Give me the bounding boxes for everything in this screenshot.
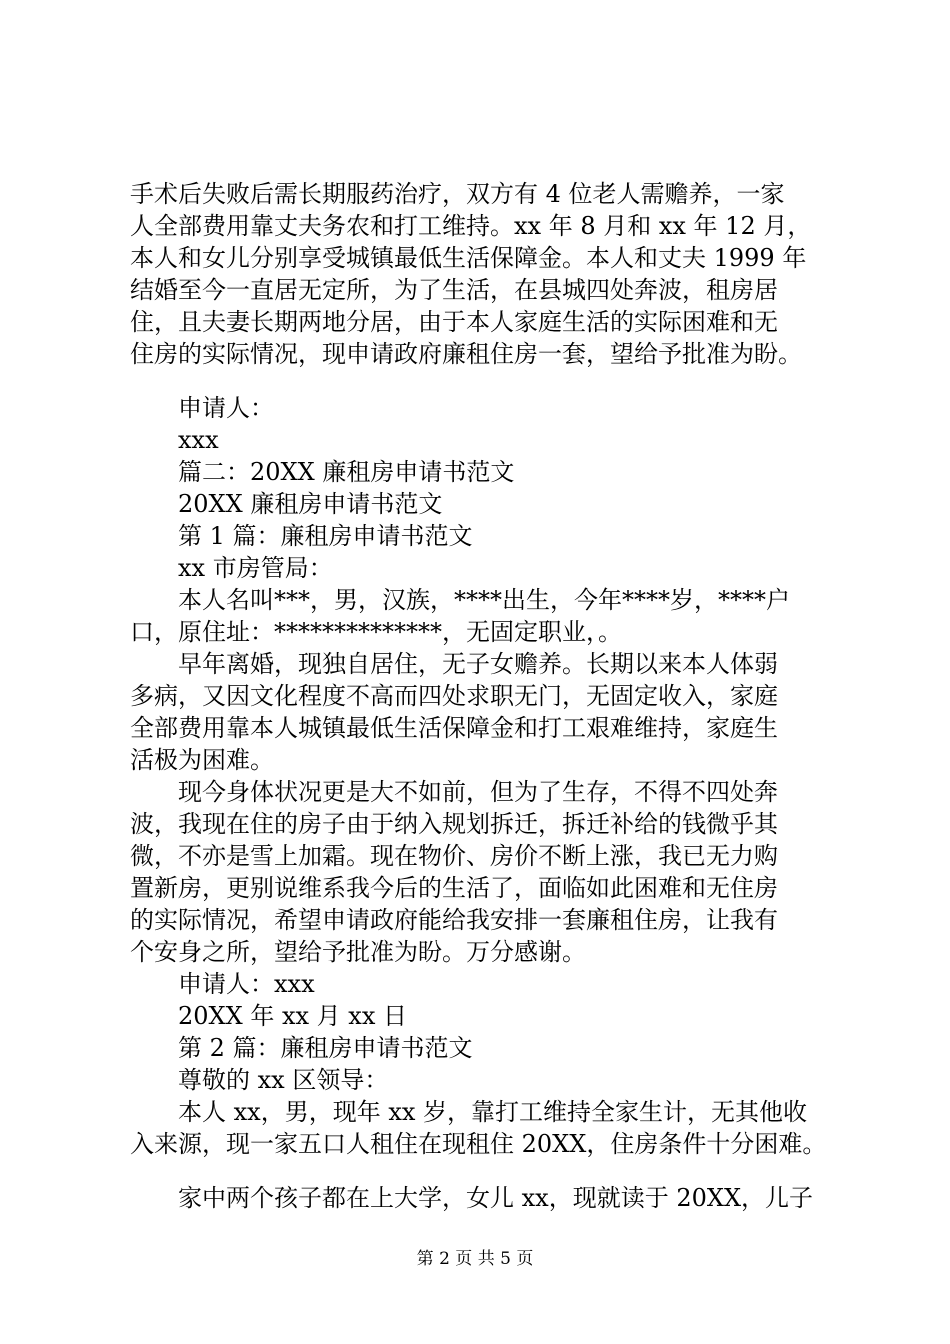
body-line: 微，不亦是雪上加霜。现在物价、房价不断上涨，我已无力购 (130, 842, 778, 870)
body-line: 口，原住址：**************，无固定职业，。 (130, 618, 622, 646)
body-line: 本人和女儿分别享受城镇最低生活保障金。本人和丈夫 1999 年 (130, 244, 807, 272)
body-line: 住，且夫妻长期两地分居，由于本人家庭生活的实际困难和无 (130, 308, 778, 336)
body-line: 本人 xx，男，现年 xx 岁，靠打工维持全家生计，无其他收 (178, 1098, 808, 1126)
body-line: 置新房，更别说维系我今后的生活了，面临如此困难和无住房 (130, 874, 778, 902)
body-line: 现今身体状况更是大不如前，但为了生存，不得不四处奔 (178, 778, 778, 806)
body-line: 手术后失败后需长期服药治疗，双方有 4 位老人需赡养，一家 (130, 180, 785, 208)
body-line: 人全部费用靠丈夫务农和打工维持。xx 年 8 月和 xx 年 12 月， (130, 212, 812, 240)
document-title: 20XX 廉租房申请书范文 (178, 490, 443, 518)
body-line: 的实际情况，希望申请政府能给我安排一套廉租住房，让我有 (130, 906, 778, 934)
signature-line: 申请人：xxx (178, 970, 315, 998)
signature-label: 申请人： (178, 394, 274, 422)
article-heading: 第 2 篇：廉租房申请书范文 (178, 1034, 473, 1062)
body-line: 波，我现在住的房子由于纳入规划拆迁，拆迁补给的钱微乎其 (130, 810, 778, 838)
body-line: 家中两个孩子都在上大学，女儿 xx，现就读于 20XX，儿子 (178, 1184, 814, 1212)
body-line: 住房的实际情况，现申请政府廉租住房一套，望给予批准为盼。 (130, 340, 802, 368)
body-line: 早年离婚，现独自居住，无子女赡养。长期以来本人体弱 (178, 650, 778, 678)
page-number-footer: 第 2 页 共 5 页 (416, 1249, 534, 1269)
salutation: 尊敬的 xx 区领导： (178, 1066, 389, 1094)
salutation: xx 市房管局： (178, 554, 333, 582)
article-heading: 第 1 篇：廉租房申请书范文 (178, 522, 473, 550)
section-heading: 篇二：20XX 廉租房申请书范文 (178, 458, 515, 486)
body-line: 结婚至今一直居无定所，为了生活，在县城四处奔波，租房居 (130, 276, 778, 304)
body-line: 入来源，现一家五口人租住在现租住 20XX，住房条件十分困难。 (130, 1130, 827, 1158)
date-line: 20XX 年 xx 月 xx 日 (178, 1002, 407, 1030)
signature-name: xxx (178, 426, 219, 454)
body-line: 全部费用靠本人城镇最低生活保障金和打工艰难维持，家庭生 (130, 714, 778, 742)
body-line: 本人名叫***，男，汉族，****出生，今年****岁，****户 (178, 586, 790, 614)
body-line: 多病，又因文化程度不高而四处求职无门，无固定收入，家庭 (130, 682, 778, 710)
body-line: 个安身之所，望给予批准为盼。万分感谢。 (130, 938, 586, 966)
body-line: 活极为困难。 (130, 746, 274, 774)
